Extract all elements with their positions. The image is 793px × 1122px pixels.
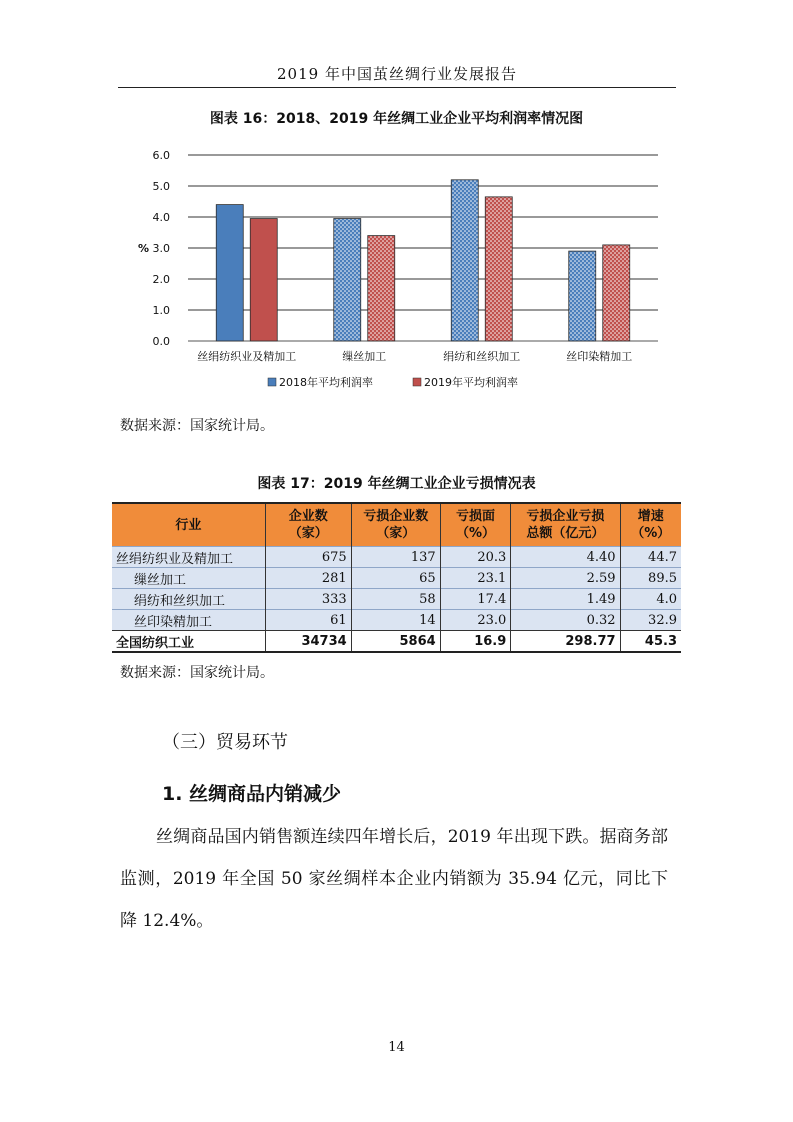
y-axis-label: % <box>138 242 150 255</box>
table-cell: 89.5 <box>620 568 681 589</box>
table-header-cell: 企业数 （家） <box>265 503 351 547</box>
y-tick-label: 5.0 <box>152 180 170 193</box>
table-cell: 23.1 <box>440 568 511 589</box>
table-header-cell: 亏损企业亏损 总额（亿元） <box>511 503 620 547</box>
legend-label: 2018年平均利润率 <box>279 376 373 389</box>
bar-2019 <box>250 219 277 341</box>
x-category-label: 丝绢纺织业及精加工 <box>197 350 297 363</box>
y-tick-label: 6.0 <box>152 149 170 162</box>
table-cell: 45.3 <box>620 631 681 653</box>
section-heading: （三）贸易环节 <box>162 732 288 753</box>
table-cell: 137 <box>351 547 440 568</box>
y-tick-label: 0.0 <box>152 335 170 348</box>
table-cell: 5864 <box>351 631 440 653</box>
table-row <box>112 610 681 631</box>
bar-2018 <box>569 251 596 341</box>
legend-swatch <box>268 378 276 386</box>
table-cell: 16.9 <box>440 631 511 653</box>
table-cell: 20.3 <box>440 547 511 568</box>
bar-2018 <box>216 205 243 341</box>
table-cell: 675 <box>265 547 351 568</box>
y-tick-label: 2.0 <box>152 273 170 286</box>
table-cell: 298.77 <box>511 631 620 653</box>
table-cell: 1.49 <box>511 589 620 610</box>
subsection-heading: 1. 丝绸商品内销减少 <box>162 783 342 805</box>
legend-swatch <box>413 378 421 386</box>
table-row <box>112 589 681 610</box>
table-header-cell: 增速 （%） <box>620 503 681 547</box>
table-cell: 281 <box>265 568 351 589</box>
figure-16-title: 图表 16：2018、2019 年丝绸工业企业平均利润率情况图 <box>209 111 584 127</box>
table-cell: 23.0 <box>440 610 511 631</box>
x-category-label: 绢纺和丝织加工 <box>443 350 521 363</box>
page-number: 14 <box>388 1040 405 1055</box>
table-cell: 333 <box>265 589 351 610</box>
y-tick-label: 4.0 <box>152 211 170 224</box>
table-cell: 65 <box>351 568 440 589</box>
x-category-label: 缫丝加工 <box>342 350 387 363</box>
table-cell: 4.0 <box>620 589 681 610</box>
table-header-cell: 亏损企业数 （家） <box>351 503 440 547</box>
table-header-cell: 亏损面 （%） <box>440 503 511 547</box>
table-cell: 34734 <box>265 631 351 653</box>
body-paragraph: 丝绸商品国内销售额连续四年增长后，2019 年出现下跌。据商务部监测，2019 年全国 50 家丝绸样本企业内销额为 35.94 亿元，同比下降 12.4%。 <box>120 827 668 931</box>
table-cell: 全国纺织工业 <box>112 631 265 653</box>
table-header-row <box>112 503 681 547</box>
table-cell: 58 <box>351 589 440 610</box>
x-category-label: 丝印染精加工 <box>566 350 633 363</box>
bar-2019 <box>485 197 512 341</box>
legend-label: 2019年平均利润率 <box>424 376 518 389</box>
table-row <box>112 568 681 589</box>
bar-2019 <box>603 245 630 341</box>
running-header: 2019 年中国茧丝绸行业发展报告 <box>118 63 676 88</box>
bar-2018 <box>334 219 361 341</box>
table-cell: 2.59 <box>511 568 620 589</box>
bar-2019 <box>368 236 395 341</box>
table-cell: 32.9 <box>620 610 681 631</box>
table-cell: 61 <box>265 610 351 631</box>
table-cell: 14 <box>351 610 440 631</box>
bar-2018 <box>451 180 478 341</box>
figure-16-source: 数据来源：国家统计局。 <box>120 418 274 434</box>
table-header-cell: 行业 <box>112 503 265 547</box>
table-row <box>112 547 681 568</box>
table-cell: 44.7 <box>620 547 681 568</box>
table-cell: 缫丝加工 <box>112 568 265 589</box>
table-cell: 丝绢纺织业及精加工 <box>112 547 265 568</box>
table-cell: 0.32 <box>511 610 620 631</box>
table-cell: 绢纺和丝织加工 <box>112 589 265 610</box>
table-cell: 丝印染精加工 <box>112 610 265 631</box>
y-tick-label: 3.0 <box>152 242 170 255</box>
table-total-row <box>112 631 681 653</box>
loss-table <box>112 502 681 653</box>
table-17-title: 图表 17：2019 年丝绸工业企业亏损情况表 <box>257 476 536 492</box>
table-cell: 17.4 <box>440 589 511 610</box>
table-cell: 4.40 <box>511 547 620 568</box>
y-tick-label: 1.0 <box>152 304 170 317</box>
profit-rate-bar-chart <box>118 140 678 402</box>
table-17-source: 数据来源：国家统计局。 <box>120 665 274 681</box>
